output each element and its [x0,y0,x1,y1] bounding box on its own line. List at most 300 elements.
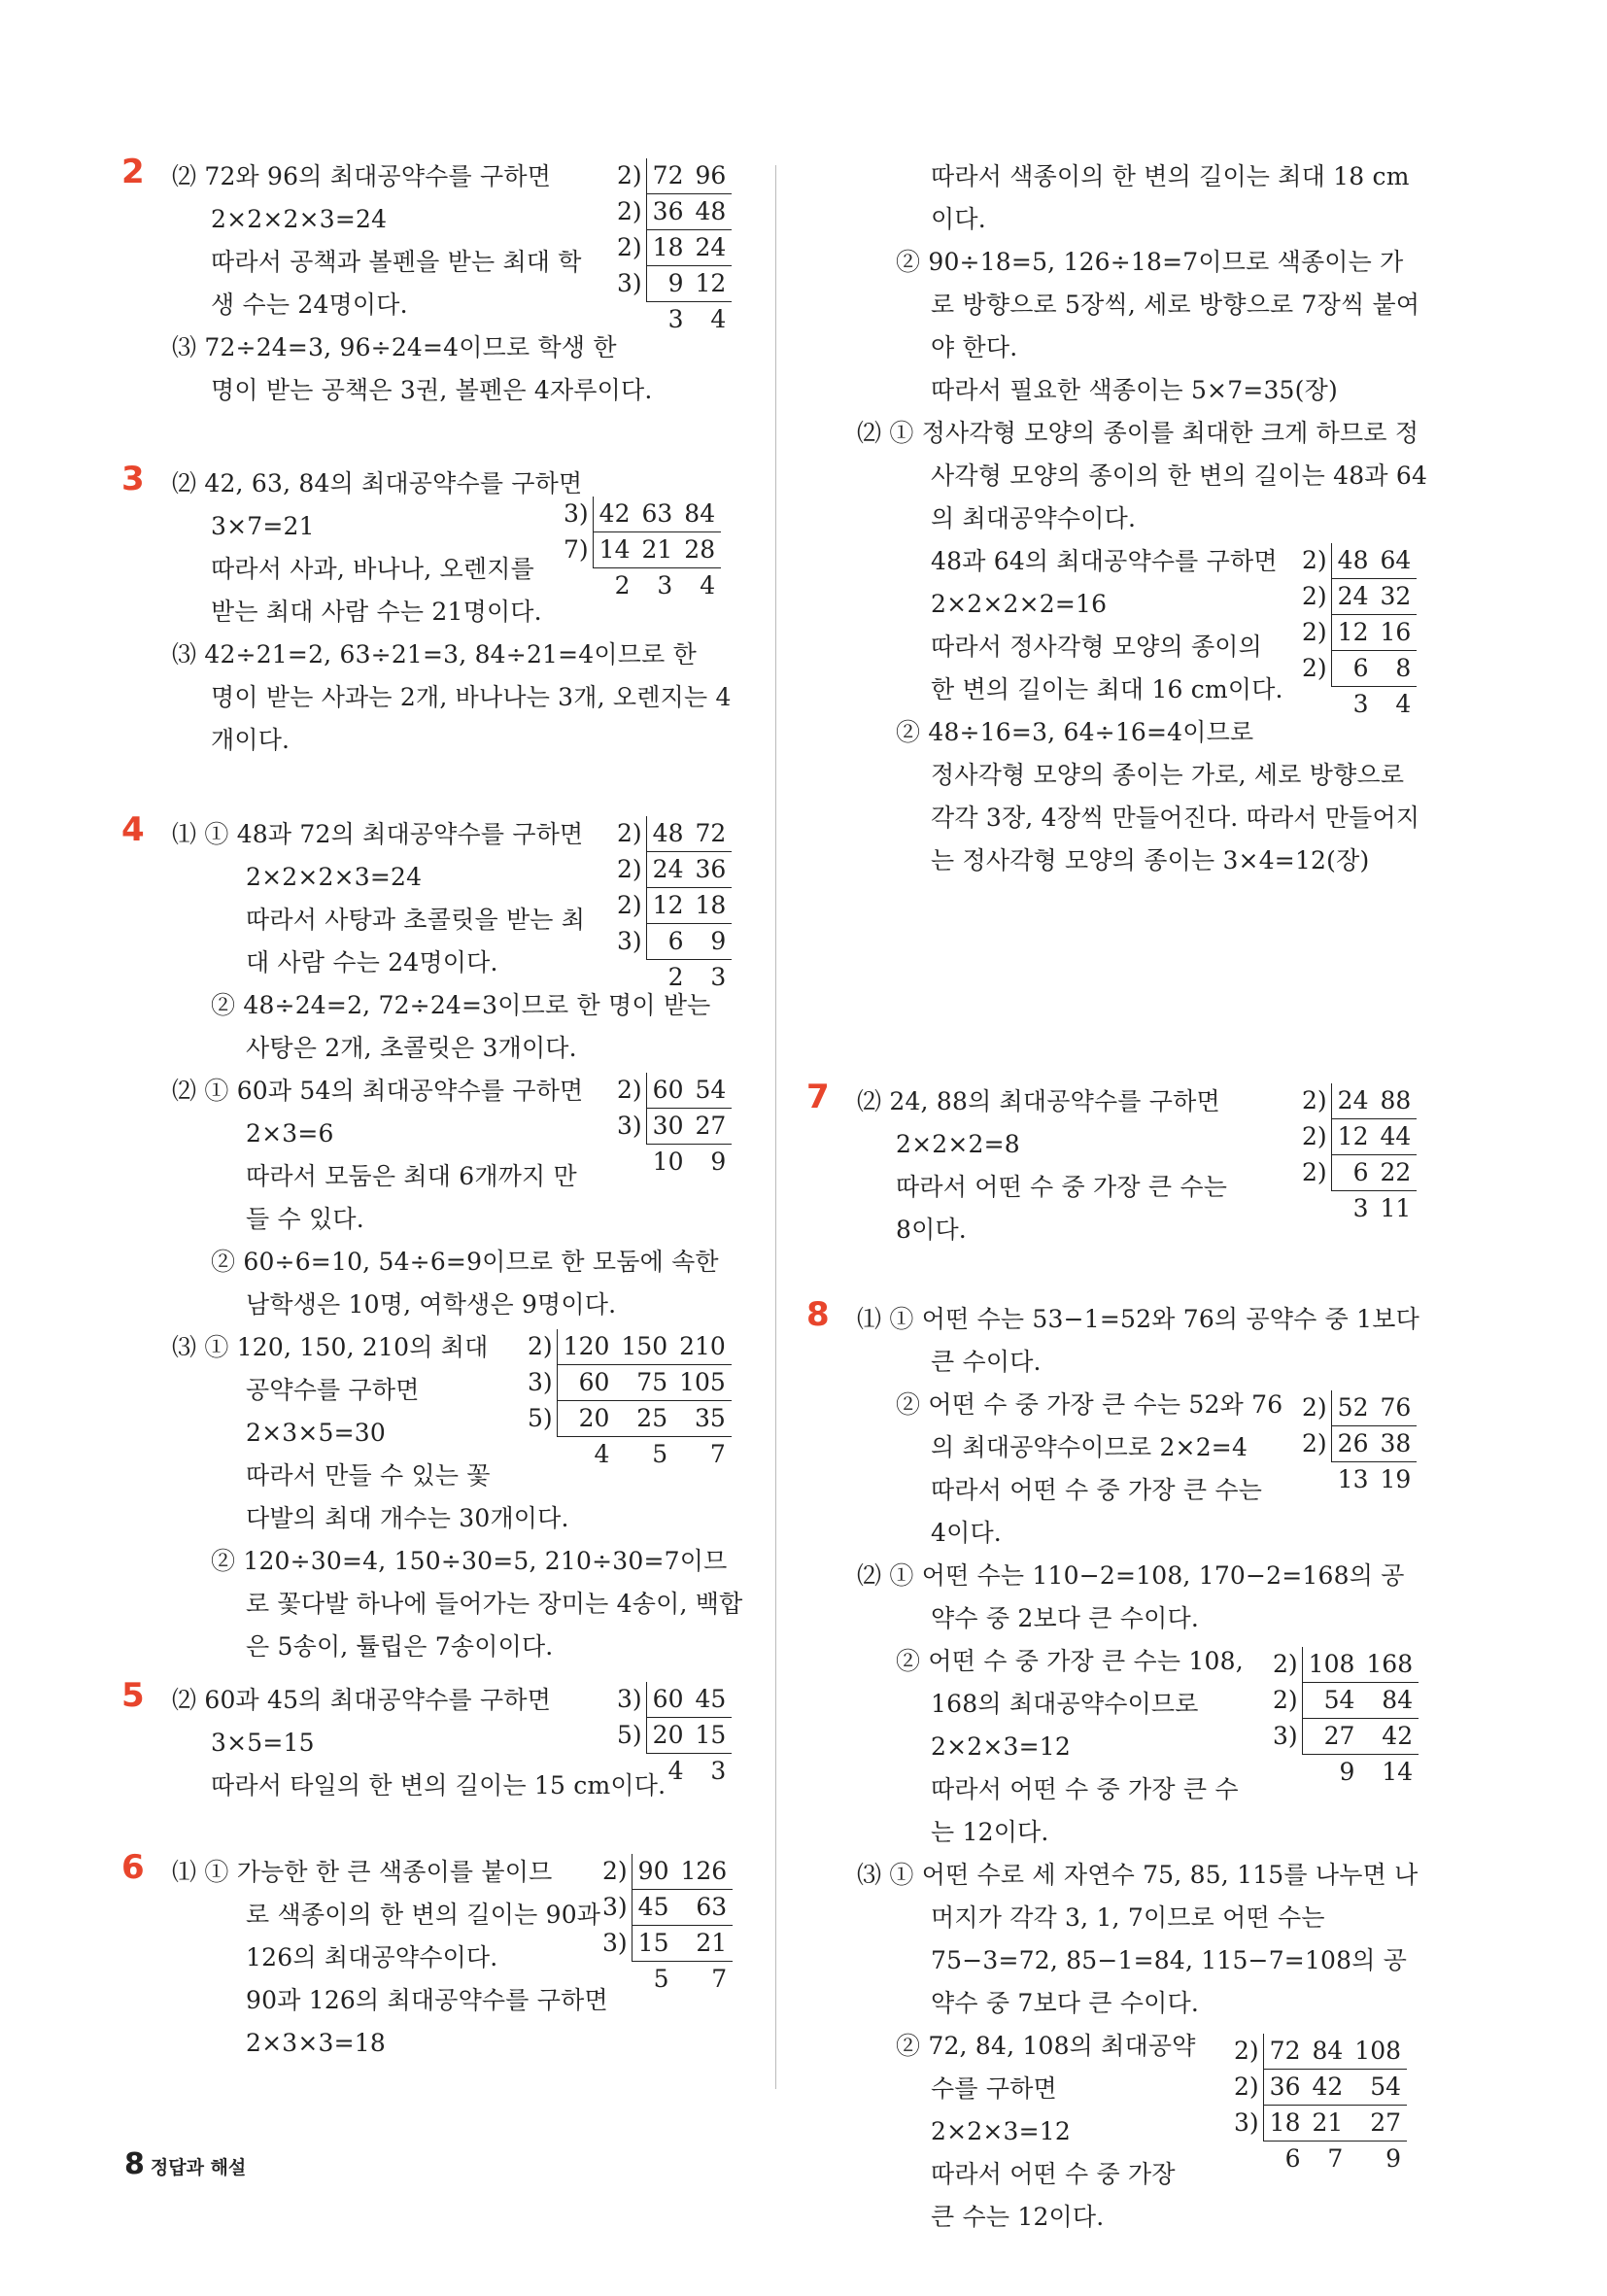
divisor: 3) [564,499,589,529]
division-ladder [528,1329,732,1472]
division-number: 20 [646,1718,689,1754]
text-line: 은 5송이, 튤립은 7송이이다. [246,1632,554,1661]
divisor: 2) [1273,1686,1298,1714]
division-number: 5 [652,1440,668,1468]
text-line: 남학생은 10명, 여학생은 9명이다. [246,1290,617,1319]
division-number: 48 [1331,543,1374,579]
division-number: 105 [673,1365,732,1401]
division-number: 168 [1360,1647,1419,1683]
division-number: 3 [667,305,684,333]
division-number: 6 [1331,651,1374,687]
divisor: 2) [1302,1158,1327,1186]
division-number: 42 [593,497,635,532]
divisor [602,1962,632,1998]
division-number: 88 [1374,1083,1417,1119]
divisor [528,1437,557,1473]
division-number: 19 [1380,1465,1412,1493]
division-row [564,532,721,568]
division-table [1302,543,1417,722]
text-line: ⑵ 72와 96의 최대공약수를 구하면 [172,162,552,190]
text-line: 큰 수는 12이다. [931,2203,1105,2231]
text-line: 공약수를 구하면 [246,1376,420,1404]
division-row [1302,579,1417,615]
division-number: 45 [689,1682,732,1718]
divisor [1234,2142,1263,2177]
text-line: 큰 수이다. [931,1348,1042,1376]
division-number: 15 [689,1718,732,1754]
text-line: 들 수 있다. [246,1205,364,1233]
division-row [1302,1119,1417,1155]
division-number: 35 [673,1401,732,1437]
text-line: 한 변의 길이는 최대 16 cm이다. [931,675,1283,703]
division-number: 126 [674,1854,733,1890]
column-divider [775,165,776,2089]
division-table [617,1073,732,1180]
division-row [617,816,732,852]
text-line: 로 색종이의 한 변의 길이는 90과 [246,1901,601,1929]
division-number: 24 [1331,579,1374,615]
division-row [1273,1755,1419,1791]
division-number: 20 [557,1401,615,1437]
division-ladder [1302,543,1417,722]
division-number: 84 [1360,1683,1419,1719]
problem-number: 7 [806,1078,830,1116]
division-row [1302,615,1417,651]
division-number: 21 [1306,2106,1349,2142]
division-ladder [1273,1647,1419,1790]
division-row [602,1962,733,1998]
text-line: 따라서 공책과 볼펜을 받는 최대 학 [211,248,582,276]
division-table [617,158,732,337]
division-number: 27 [1349,2106,1407,2142]
division-number: 27 [689,1109,732,1145]
division-number: 64 [1374,543,1417,579]
divisor: 2) [1302,1086,1327,1115]
division-table [602,1854,733,1997]
division-number: 2 [614,571,631,600]
division-row [617,194,732,230]
text-line: ⑵ ① 60과 54의 최대공약수를 구하면 [172,1077,584,1105]
division-row [1302,1083,1417,1119]
divisor [617,960,646,996]
text-line: 는 정사각형 모양의 종이는 3×4=12(장) [931,846,1370,874]
divisor: 5) [528,1404,553,1432]
text-line: 따라서 사탕과 초콜릿을 받는 최 [246,906,586,934]
division-number: 42 [1306,2070,1349,2106]
division-number: 84 [1306,2034,1349,2070]
division-number: 108 [1302,1647,1360,1683]
division-number: 18 [646,230,689,266]
division-number: 108 [1349,2034,1407,2070]
division-number: 3 [1352,690,1369,718]
division-number: 52 [1331,1390,1374,1426]
text-line: 2×3=6 [246,1119,334,1148]
divisor: 3) [617,927,642,955]
division-number: 11 [1380,1194,1412,1222]
divisor: 2) [617,197,642,225]
divisor: 2) [528,1332,553,1361]
division-number: 9 [1385,2144,1402,2173]
divisor: 2) [617,233,642,261]
text-line: 약수 중 2보다 큰 수이다. [931,1604,1199,1632]
division-number: 32 [1374,579,1417,615]
divisor: 3) [617,1685,642,1714]
division-number: 18 [1263,2106,1306,2142]
division-table [1302,1083,1417,1226]
divisor: 5) [617,1721,642,1749]
text-line: 는 12이다. [931,1818,1049,1846]
text-line: ⑵ 24, 88의 최대공약수를 구하면 [857,1087,1220,1115]
text-line: ⑶ 72÷24=3, 96÷24=4이므로 학생 한 [172,333,617,361]
division-row [564,497,721,532]
division-number: 60 [557,1365,615,1401]
text-line: 사탕은 2개, 초콜릿은 3개이다. [246,1034,577,1062]
text-line: 명이 받는 사과는 2개, 바나나는 3개, 오렌지는 4 [211,683,732,711]
divisor [1302,1191,1331,1227]
division-ladder [617,158,732,337]
division-row [617,888,732,924]
division-row [528,1437,732,1473]
text-line: ⑵ ① 정사각형 모양의 종이를 최대한 크게 하므로 정 [857,419,1419,447]
text-line: 의 최대공약수이다. [931,504,1137,532]
division-row [617,852,732,888]
division-number: 9 [710,1148,727,1176]
division-row [1302,1191,1417,1227]
division-number: 4 [710,305,727,333]
text-line: ② 60÷6=10, 54÷6=9이므로 한 모둠에 속한 [211,1248,719,1276]
divisor: 2) [617,1076,642,1105]
divisor [564,568,593,604]
division-ladder [1302,1390,1417,1497]
division-number: 2 [667,963,684,991]
division-row [617,1754,732,1790]
division-number: 4 [700,571,716,600]
problem-number: 5 [121,1676,145,1715]
division-row [602,1926,733,1962]
division-row [1302,651,1417,687]
text-line: 2×2×2=8 [896,1130,1020,1158]
text-line: 2×3×5=30 [246,1419,386,1447]
division-number: 4 [594,1440,610,1468]
division-row [1234,2106,1407,2142]
division-number: 27 [1302,1719,1360,1755]
division-number: 5 [653,1965,669,1993]
divisor: 2) [1302,1429,1327,1457]
text-line: 2×2×2×3=24 [246,863,423,891]
division-number: 21 [635,532,678,568]
division-table [1273,1647,1419,1790]
text-line: ② 48÷16=3, 64÷16=4이므로 [896,718,1254,746]
divisor: 3) [602,1893,628,1921]
division-row [617,1145,732,1181]
divisor [617,302,646,338]
text-line: ⑶ ① 120, 150, 210의 최대 [172,1333,489,1361]
text-line: ② 72, 84, 108의 최대공약 [896,2032,1196,2060]
division-number: 60 [646,1073,689,1109]
division-number: 72 [689,816,732,852]
division-number: 60 [646,1682,689,1718]
division-number: 16 [1374,615,1417,651]
text-line: 2×2×3=12 [931,2117,1071,2145]
text-line: 90과 126의 최대공약수를 구하면 [246,1986,608,2014]
text-line: 생 수는 24명이다. [211,291,408,319]
division-number: 12 [1331,615,1374,651]
division-ladder [617,1682,732,1789]
division-number: 7 [1327,2144,1344,2173]
division-number: 4 [667,1757,684,1785]
division-number: 3 [1352,1194,1369,1222]
division-number: 3 [710,1757,727,1785]
text-line: 따라서 색종이의 한 변의 길이는 최대 18 cm [931,162,1410,190]
text-line: ⑵ ① 어떤 수는 110−2=108, 170−2=168의 공 [857,1561,1405,1590]
text-line: 다발의 최대 개수는 30개이다. [246,1504,569,1532]
division-number: 10 [652,1148,684,1176]
divisor: 3) [1273,1722,1298,1750]
division-number: 18 [689,888,732,924]
text-line: 이다. [931,205,986,233]
text-line: 각각 3장, 4장씩 만들어진다. 따라서 만들어지 [931,804,1420,832]
text-line: 8이다. [896,1216,967,1244]
text-line: 2×2×2×2=16 [931,590,1108,618]
division-number: 36 [689,852,732,888]
division-row [617,960,732,996]
division-row [528,1329,732,1365]
problem-number: 6 [121,1848,145,1887]
divisor: 2) [602,1857,628,1886]
division-number: 9 [1339,1758,1355,1786]
division-row [617,266,732,302]
text-line: 약수 중 7보다 큰 수이다. [931,1989,1199,2017]
text-line: 대 사람 수는 24명이다. [246,948,498,977]
division-number: 96 [689,158,732,194]
divisor: 2) [617,161,642,190]
divisor: 3) [617,269,642,297]
text-line: ② 90÷18=5, 126÷18=7이므로 색종이는 가 [896,248,1404,276]
page-number: 8 [124,2147,145,2181]
division-number: 13 [1337,1465,1369,1493]
division-number: 120 [557,1329,615,1365]
text-line: 개이다. [211,726,291,754]
text-line: ⑵ 42, 63, 84의 최대공약수를 구하면 [172,469,583,497]
text-line: 3×7=21 [211,512,315,540]
division-table [528,1329,732,1472]
division-number: 63 [635,497,678,532]
divisor: 2) [1273,1650,1298,1679]
division-number: 48 [646,816,689,852]
division-row [617,1073,732,1109]
division-number: 8 [1374,651,1417,687]
division-number: 9 [689,924,732,960]
divisor [617,1754,646,1790]
division-row [617,158,732,194]
division-number: 150 [615,1329,673,1365]
text-line: 야 한다. [931,333,1018,361]
problem-number: 3 [121,460,145,498]
division-number: 24 [1331,1083,1374,1119]
text-line: 사각형 모양의 종이의 한 변의 길이는 48과 64 [931,462,1428,490]
division-ladder [602,1854,733,1997]
division-number: 14 [593,532,635,568]
division-number: 6 [1284,2144,1301,2173]
division-table [617,1682,732,1789]
text-line: ⑴ ① 48과 72의 최대공약수를 구하면 [172,820,584,848]
division-row [617,1109,732,1145]
division-row [1302,1390,1417,1426]
page-footer [124,2147,246,2181]
text-line: 따라서 어떤 수 중 가장 [931,2160,1176,2188]
division-number: 72 [646,158,689,194]
division-number: 24 [646,852,689,888]
division-row [1234,2070,1407,2106]
division-row [617,230,732,266]
divisor: 2) [617,819,642,848]
footer-label: 정답과 해설 [150,2157,247,2178]
problem-number: 4 [121,810,145,849]
text-line: 2×3×3=18 [246,2029,386,2057]
division-number: 26 [1331,1426,1374,1462]
text-line: ⑴ ① 어떤 수는 53−1=52와 76의 공약수 중 1보다 [857,1305,1419,1333]
divisor [1302,1462,1331,1498]
divisor: 2) [1302,582,1327,610]
division-number: 9 [646,266,689,302]
division-number: 12 [1331,1119,1374,1155]
division-number: 44 [1374,1119,1417,1155]
division-number: 36 [646,194,689,230]
division-number: 54 [689,1073,732,1109]
division-row [1234,2142,1407,2177]
division-row [1273,1719,1419,1755]
division-row [1302,687,1417,723]
text-line: 2×2×2×3=24 [211,205,388,233]
text-line: 따라서 어떤 수 중 가장 큰 수는 [896,1173,1228,1201]
division-number: 42 [1360,1719,1419,1755]
division-number: 14 [1382,1758,1414,1786]
divisor: 3) [617,1112,642,1140]
division-row [1273,1683,1419,1719]
division-number: 210 [673,1329,732,1365]
division-ladder [617,816,732,995]
divisor [617,1145,646,1181]
division-number: 30 [646,1109,689,1145]
text-line: 4이다. [931,1519,1002,1547]
division-row [1302,1155,1417,1191]
divisor [1302,687,1331,723]
division-number: 4 [1395,690,1412,718]
text-line: 따라서 필요한 색종이는 5×7=35(장) [931,376,1338,404]
division-row [528,1365,732,1401]
division-row [602,1890,733,1926]
divisor: 3) [602,1929,628,1957]
divisor: 2) [617,855,642,883]
text-line: 따라서 타일의 한 변의 길이는 15 cm이다. [211,1771,667,1799]
text-line: 3×5=15 [211,1729,315,1757]
division-number: 3 [710,963,727,991]
division-table [1302,1390,1417,1497]
text-line: ② 어떤 수 중 가장 큰 수는 108, [896,1647,1244,1675]
text-line: ⑵ 60과 45의 최대공약수를 구하면 [172,1686,552,1714]
text-line: ② 48÷24=2, 72÷24=3이므로 한 명이 받는 [211,991,711,1019]
text-line: 따라서 사과, 바나나, 오렌지를 [211,555,534,583]
division-number: 7 [711,1965,728,1993]
problem-number: 8 [806,1295,830,1334]
division-number: 84 [678,497,721,532]
division-row [617,302,732,338]
division-number: 63 [674,1890,733,1926]
division-row [1273,1647,1419,1683]
division-row [1234,2034,1407,2070]
text-line: 명이 받는 공책은 3권, 볼펜은 4자루이다. [211,376,653,404]
divisor: 2) [1302,546,1327,575]
division-number: 6 [646,924,689,960]
division-number: 12 [646,888,689,924]
division-row [617,1718,732,1754]
divisor: 3) [1234,2108,1259,2137]
division-number: 25 [615,1401,673,1437]
division-ladder [617,1073,732,1180]
text-line: 따라서 모둠은 최대 6개까지 만 [246,1162,577,1190]
division-number: 28 [678,532,721,568]
division-number: 90 [632,1854,674,1890]
division-row [1302,1426,1417,1462]
text-line: 로 꽃다발 하나에 들어가는 장미는 4송이, 백합 [246,1590,743,1618]
divisor: 2) [1302,1393,1327,1422]
division-number: 45 [632,1890,674,1926]
text-line: 따라서 만들 수 있는 꽃 [246,1461,491,1490]
text-line: 75−3=72, 85−1=84, 115−7=108의 공 [931,1946,1408,1974]
divisor: 2) [1234,2073,1259,2101]
text-line: 정사각형 모양의 종이는 가로, 세로 방향으로 [931,761,1405,789]
text-line: 따라서 어떤 수 중 가장 큰 수는 [931,1476,1263,1504]
division-ladder [1234,2034,1407,2176]
text-line: 126의 최대공약수이다. [246,1943,498,1971]
division-number: 24 [689,230,732,266]
text-line: ② 120÷30=4, 150÷30=5, 210÷30=7이므 [211,1547,728,1575]
division-number: 3 [657,571,673,600]
division-number: 72 [1263,2034,1306,2070]
division-number: 12 [689,266,732,302]
text-line: 2×2×3=12 [931,1732,1071,1761]
text-line: 의 최대공약수이므로 2×2=4 [931,1433,1248,1461]
divisor: 2) [617,891,642,919]
divisor [1273,1755,1302,1791]
division-row [617,924,732,960]
text-line: 48과 64의 최대공약수를 구하면 [931,547,1278,575]
division-row [617,1682,732,1718]
text-line: ⑶ ① 어떤 수로 세 자연수 75, 85, 115를 나누면 나 [857,1861,1419,1889]
text-line: 받는 최대 사람 수는 21명이다. [211,598,542,626]
division-row [1302,1462,1417,1498]
division-number: 21 [674,1926,733,1962]
division-row [602,1854,733,1890]
text-line: 따라서 정사각형 모양의 종이의 [931,633,1262,661]
divisor: 2) [1302,1122,1327,1150]
division-ladder [1302,1083,1417,1226]
divisor: 2) [1234,2037,1259,2066]
division-number: 6 [1331,1155,1374,1191]
division-number: 38 [1374,1426,1417,1462]
division-number: 54 [1349,2070,1407,2106]
division-ladder [564,497,721,603]
division-table [617,816,732,995]
divisor: 3) [528,1368,553,1396]
text-line: 따라서 어떤 수 중 가장 큰 수 [931,1775,1239,1803]
division-table [564,497,721,603]
divisor: 2) [1302,618,1327,646]
division-row [564,568,721,604]
divisor: 7) [564,535,589,564]
text-line: 로 방향으로 5장씩, 세로 방향으로 7장씩 붙여 [931,291,1420,319]
division-number: 36 [1263,2070,1306,2106]
